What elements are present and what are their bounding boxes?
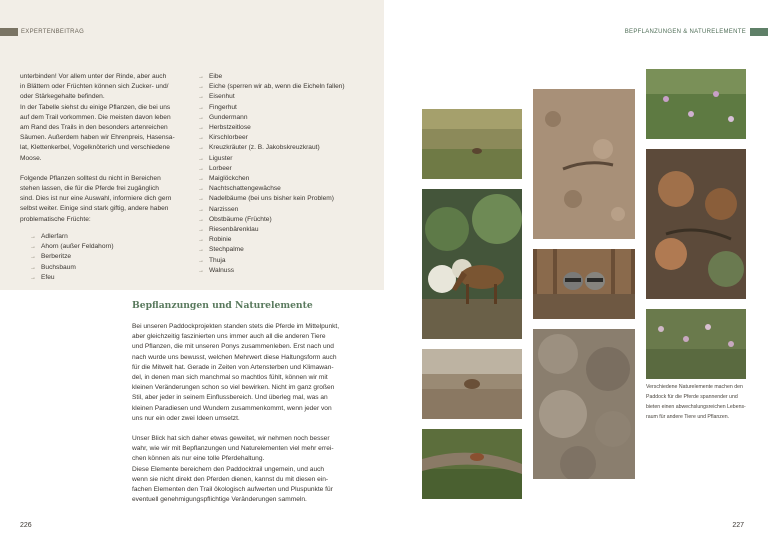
photo-stone-wall [533, 329, 635, 479]
list-item: → Ahorn (außer Feldahorn) [30, 242, 180, 252]
photo-squirrel-on-log [422, 429, 522, 499]
list-item: → Maiglöckchen [198, 174, 378, 184]
header-tag-marker-right [750, 28, 768, 36]
body-line: für die Mitwelt hat. Gerade in Zeiten von Artensterben und Klimawan- [132, 363, 334, 371]
list-item: → Thuja [198, 256, 378, 266]
intro-line: auf dem Trail vorkommen. Die meisten davon leben [20, 113, 171, 121]
body-line: wenn sie nicht direkt den Pferden dienen, kannst du mit diesen ein- [132, 475, 329, 483]
body-line: eventuell genehmigungspflichtige Veränderungen sammeln. [132, 496, 307, 504]
caption-line: Paddock für die Pferde spannender und [646, 394, 738, 400]
list-item: → Liguster [198, 154, 378, 164]
warning-line: sind. Dies ist nur eine Auswahl, informiere dich gern [20, 195, 172, 203]
list-item: → Fingerhut [198, 103, 378, 113]
photo-lizard-on-sand [533, 89, 635, 239]
photo-horse-drinking [422, 189, 522, 339]
photo-caption [646, 382, 750, 422]
page-number-right: 227 [732, 522, 744, 529]
body-line: und Pflanzen, die mit unseren Ponys zusammenleben. Erst nach und [132, 343, 334, 351]
list-item: → Obstbäume (Früchte) [198, 215, 378, 225]
photo-wild-flowers [646, 309, 746, 379]
warning-line: stehen lassen, die für die Pferde frei zugänglich [20, 185, 159, 193]
body-line: Unser Blick hat sich daher etwas geweitet, wir nehmen noch besser [132, 435, 330, 443]
list-item: → Buchsbaum [30, 263, 180, 273]
header-label-left: EXPERTENBEITRAG [21, 29, 85, 35]
photo-raccoons-in-shelter [533, 249, 635, 319]
toxic-plants-list-2 [198, 72, 378, 276]
intro-column [20, 72, 182, 225]
list-item: → Riesenbärenklau [198, 225, 378, 235]
body-line: kleinen Paradiesen und Wundern zusammenkommt, wenn jeder von [132, 404, 332, 412]
intro-line: unterbinden! Vor allem unter der Rinde, aber auch [20, 73, 167, 80]
page-number-left: 226 [20, 522, 32, 529]
body-line: Stil, aber jeder in seinem Einflussbereich. Und überleg mal, was an [132, 394, 328, 402]
body-line: Bei unseren Paddockprojekten standen stets die Pferde im Mittelpunkt, [132, 323, 340, 330]
warning-line: problematische Früchte: [20, 215, 91, 223]
list-item: → Kirschlorbeer [198, 133, 378, 143]
intro-line: am Rand des Trails in den besonders artenreichen [20, 124, 168, 132]
list-item: → Eiche (sperren wir ab, wenn die Eicheln fallen) [198, 82, 378, 92]
body-line: chen können als nur eine tolle Pferdehaltung. [132, 455, 265, 463]
list-item: → Efeu [30, 273, 180, 283]
warning-line: selbst weiter. Einige sind stark giftig, andere haben [20, 205, 169, 213]
list-item: → Lorbeer [198, 164, 378, 174]
intro-line: in Blättern oder Früchten können sich Zucker- und/ [20, 83, 169, 91]
list-item: → Adlerfarn [30, 232, 180, 242]
list-item: → Nachtschattengewächse [198, 184, 378, 194]
header-label-right: BEPFLANZUNGEN & NATURELEMENTE [624, 29, 746, 35]
intro-line: In der Tabelle siehst du einige Pflanzen, die bei uns [20, 103, 171, 111]
list-item: → Robinie [198, 235, 378, 245]
photo-rodent-on-rock [422, 349, 522, 419]
body-line: Diese Elemente bereichern den Paddocktrail ungemein, und auch [132, 465, 325, 473]
intro-line: lat, Klettenkerbel, Vogelknöterich und verschiedene [20, 144, 170, 152]
header-tag-marker-left [0, 28, 18, 36]
list-item: → Eibe [198, 72, 378, 82]
photo-bird-in-meadow [422, 109, 522, 179]
list-item: → Berberitze [30, 252, 180, 262]
toxic-plants-list-1 [30, 232, 180, 283]
caption-line: Verschiedene Naturelemente machen den [646, 384, 743, 390]
body-line: uns nur ein oder zwei Ideen umsetzt. [132, 414, 240, 422]
list-item: → Eisenhut [198, 92, 378, 102]
section-heading: Bepflanzungen und Naturelemente [132, 300, 313, 311]
body-line: aber gleichzeitig faszinierten uns immer auch all die anderen Tiere [132, 333, 326, 341]
intro-line: Säumen. Außerdem haben wir Ehrenpreis, Hasensa- [20, 134, 175, 142]
body-line: wahr, wie wir mit Bepflanzungen und Naturelementen viel mehr errei- [132, 445, 334, 453]
photo-flowering-meadow [646, 69, 746, 139]
body-text [132, 322, 350, 505]
list-item: → Walnuss [198, 266, 378, 276]
photo-lizard-on-leaves [646, 149, 746, 299]
caption-line: raum für andere Tiere und Pflanzen. [646, 414, 730, 420]
list-item: → Kreuzkräuter (z. B. Jakobskreuzkraut) [198, 143, 378, 153]
body-line: del, in denen man sich manchmal so machtlos fühlt, können wir mit [132, 374, 328, 382]
body-line: kleinen Veränderungen schon so viel bewirken. Nicht im ganz großen [132, 384, 335, 392]
intro-line: oder Stärkegehalte befinden. [20, 93, 105, 101]
list-item: → Herbstzeitlose [198, 123, 378, 133]
list-item: → Gundermann [198, 113, 378, 123]
list-item: → Narzissen [198, 205, 378, 215]
list-item: → Nadelbäume (bei uns bisher kein Problem) [198, 194, 378, 204]
caption-line: bieten einen abwechslungsreichen Lebens- [646, 404, 746, 410]
list-item: → Stechpalme [198, 245, 378, 255]
warning-line: Folgende Pflanzen solltest du nicht in Bereichen [20, 174, 161, 182]
intro-line: Moose. [20, 154, 42, 162]
body-line: fachen Elementen den Trail ökologisch aufwerten und Pluspunkte für [132, 486, 333, 494]
body-line: nach wurde uns bewusst, welchen Mehrwert diese Haltungsform auch [132, 353, 337, 361]
